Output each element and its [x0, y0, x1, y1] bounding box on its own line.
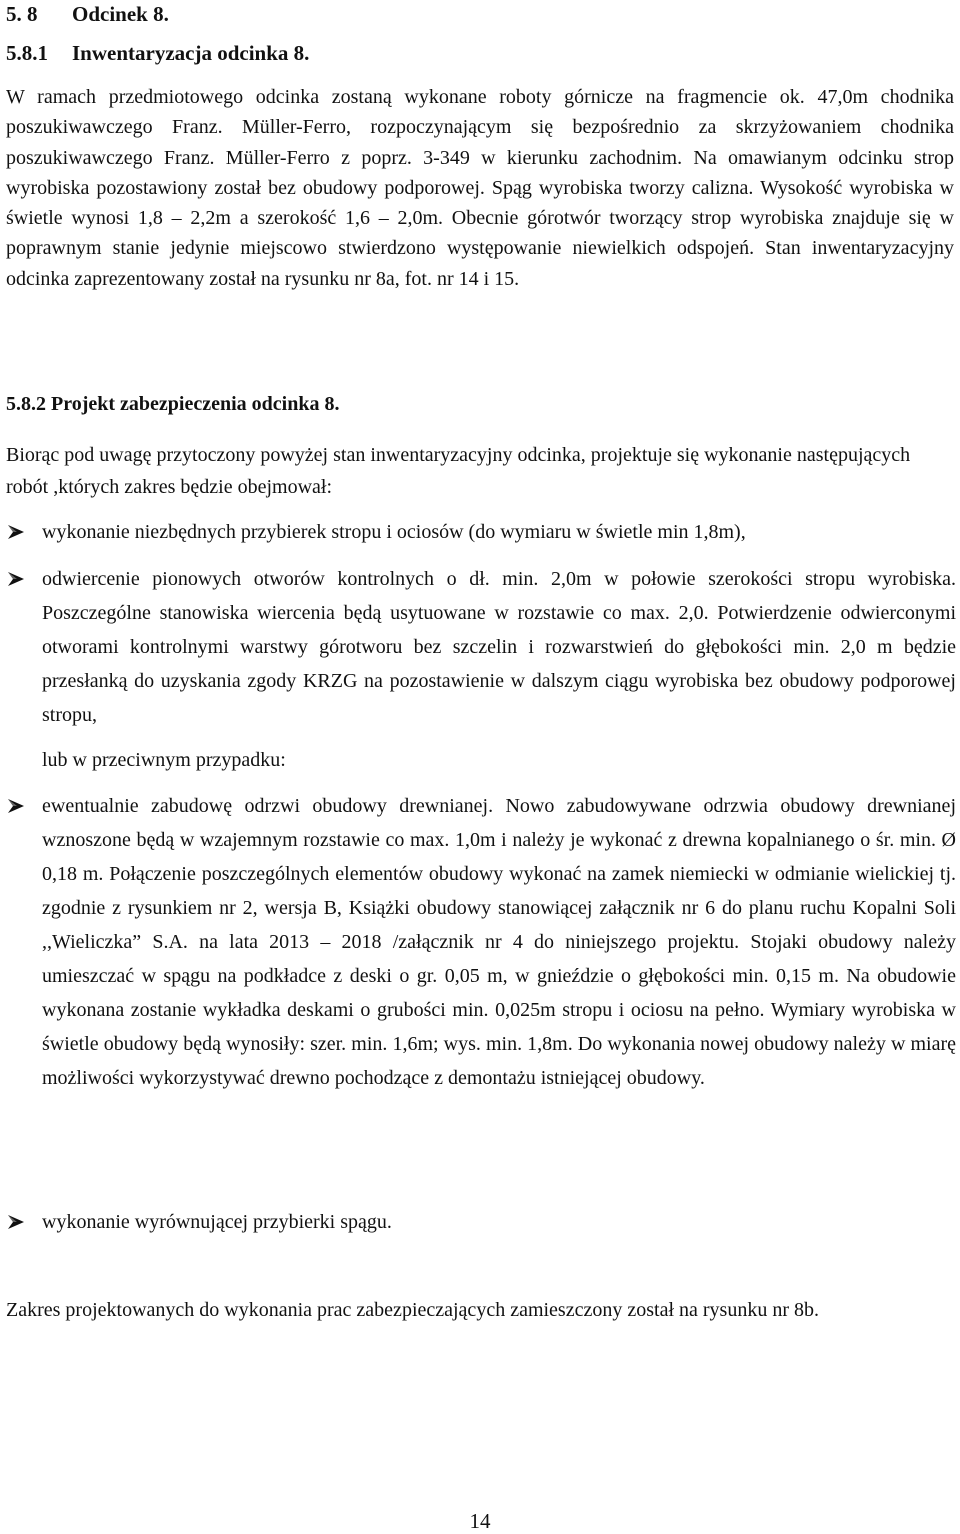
section-title: Odcinek 8.: [72, 2, 169, 26]
closing-paragraph: Zakres projektowanych do wykonania prac zabezpieczających zamieszczony został na rysunku nr 8b.: [6, 1299, 819, 1321]
subsection-heading-inventory: [6, 41, 309, 66]
arrow-bullet-icon: [6, 515, 26, 549]
page-number: 14: [469, 1509, 491, 1533]
list-item-text: wykonanie niezbędnych przybierek stropu i ociosów (do wymiaru w świetle min 1,8m),: [42, 521, 746, 543]
list-item: [6, 515, 956, 549]
subsection-number: 5.8.1: [6, 41, 48, 65]
arrow-bullet-icon: [6, 1205, 26, 1239]
list-item: [6, 562, 956, 732]
list-item: [6, 1205, 956, 1239]
project-intro-paragraph: Biorąc pod uwagę przytoczony powyżej stan inwentaryzacyjny odcinka, projektuje się wykonanie następujących robót ,których zakres będzie obejmował:: [6, 444, 911, 498]
arrow-bullet-icon: [6, 562, 26, 596]
subsection-heading-project: 5.8.2 Projekt zabezpieczenia odcinka 8.: [6, 393, 340, 415]
subsection-title: Inwentaryzacja odcinka 8.: [72, 41, 310, 65]
list-item-text: odwiercenie pionowych otworów kontrolnych o dł. min. 2,0m w połowie szerokości stropu wyrobiska. Poszczególne stanowiska wiercenia będą usytuowane w rozstawie co max. 2,0. Potwierdzenie odwierconymi otworami kontrolnymi warstwy górotworu bez szczelin i rozwarstwień do głębokości min. 2,0 m będzie przesłanką do uzyskania zgody KRZG na pozostawienie w dalszym ciągu wyrobiska bez obudowy podporowej stropu,: [42, 568, 956, 726]
section-heading: [6, 2, 169, 27]
inventory-paragraph: W ramach przedmiotowego odcinka zostaną wykonane roboty górnicze na fragmencie ok. 47,0m chodnika poszukiwawczego Franz. Müller-Ferro, rozpoczynającym się bezpośrednio za skrzyżowaniem chodnika poszukiwawczego Franz. Müller-Ferro z poprz. 3-349 w kierunku zachodnim. Na omawianym odcinku strop wyrobiska pozostawiony został bez obudowy podporowej. Spąg wyrobiska tworzy calizna. Wysokość wyrobiska w świetle wynosi 1,8 – 2,2m a szerokość 1,6 – 2,0m. Obecnie górotwór tworzący strop wyrobiska znajduje się w poprawnym stanie jedynie miejscowo stwierdzono występowanie niewielkich odspojeń. Stan inwentaryzacyjny odcinka zaprezentowany został na rysunku nr 8a, fot. nr 14 i 15.: [6, 86, 954, 290]
list-item: [6, 789, 956, 1095]
alternative-label: lub w przeciwnym przypadku:: [42, 749, 286, 771]
section-number: 5. 8: [6, 2, 38, 26]
list-item-text: wykonanie wyrównującej przybierki spągu.: [42, 1211, 392, 1233]
arrow-bullet-icon: [6, 789, 26, 823]
list-item-text: ewentualnie zabudowę odrzwi obudowy drewnianej. Nowo zabudowywane odrzwia obudowy drewnianej wznoszone będą w wzajemnym rozstawie co max. 1,0m i należy je wykonać z drewna kopalnianego o śr. min. Ø 0,18 m. Połączenie poszczególnych elementów obudowy wykonać na zamek niemiecki w odmianie wielickiej tj. zgodnie z rysunkiem nr 2, wersja B, Książki obudowy stanowiącej załącznik nr 6 do planu ruchu Kopalni Soli ,,Wieliczka” S.A. na lata 2013 – 2018 /załącznik nr 4 do niniejszego projektu. Stojaki obudowy należy umieszczać w spągu na podkładce z deski o gr. 0,05 m, w gnieździe o głębokości min. 0,15 m. Na obudowie wykonana zostanie wykładka deskami o grubości min. 0,025m stropu i ociosu na pełno. Wymiary wyrobiska w świetle obudowy będą wynosiły: szer. min. 1,6m; wys. min. 1,8m. Do wykonania nowej obudowy należy w miarę możliwości wykorzystywać drewno pochodzące z demontażu istniejącej obudowy.: [42, 795, 956, 1089]
